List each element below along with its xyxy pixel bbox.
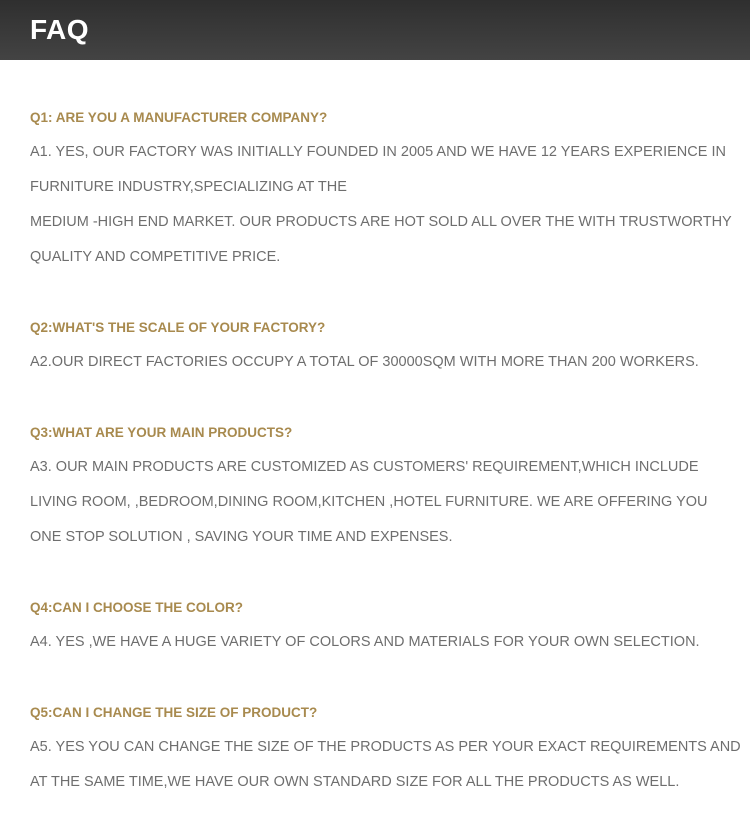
faq-item-5 [30,695,741,800]
faq-answer-line: MEDIUM -HIGH END MARKET. OUR PRODUCTS ARE HOT SOLD ALL OVER THE WITH TRUSTWORTHY [30,214,732,230]
faq-question: Q3:WHAT ARE YOUR MAIN PRODUCTS? [30,425,293,440]
faq-question: Q4:CAN I CHOOSE THE COLOR? [30,600,244,615]
faq-answer-line: LIVING ROOM, ,BEDROOM,DINING ROOM,KITCHEN ,HOTEL FURNITURE. WE ARE OFFERING YOU [30,494,708,510]
faq-answer [30,345,722,380]
faq-question: Q1: ARE YOU A MANUFACTURER COMPANY? [30,110,328,125]
page-title: FAQ [30,14,90,45]
faq-answer-line: A1. YES, OUR FACTORY WAS INITIALLY FOUNDED IN 2005 AND WE HAVE 12 YEARS EXPERIENCE IN [30,144,726,160]
faq-answer-line: FURNITURE INDUSTRY,SPECIALIZING AT THE [30,179,347,195]
faq-item-3 [30,415,722,555]
faq-question: Q2:WHAT'S THE SCALE OF YOUR FACTORY? [30,320,326,335]
faq-header [0,0,750,60]
faq-item-4 [30,590,722,660]
faq-answer-line: QUALITY AND COMPETITIVE PRICE. [30,249,281,265]
faq-answer-line: A4. YES ,WE HAVE A HUGE VARIETY OF COLORS AND MATERIALS FOR YOUR OWN SELECTION. [30,634,700,650]
faq-list [0,100,750,800]
faq-answer-line: AT THE SAME TIME,WE HAVE OUR OWN STANDARD SIZE FOR ALL THE PRODUCTS AS WELL. [30,774,680,790]
faq-answer-line: A5. YES YOU CAN CHANGE THE SIZE OF THE PRODUCTS AS PER YOUR EXACT REQUIREMENTS AND [30,739,741,755]
faq-item-1 [30,100,732,275]
faq-question: Q5:CAN I CHANGE THE SIZE OF PRODUCT? [30,705,318,720]
faq-answer [30,450,722,555]
faq-answer [30,135,732,275]
faq-answer [30,625,722,660]
faq-answer-line: ONE STOP SOLUTION , SAVING YOUR TIME AND EXPENSES. [30,529,453,545]
faq-answer-line: A2.OUR DIRECT FACTORIES OCCUPY A TOTAL OF 30000SQM WITH MORE THAN 200 WORKERS. [30,354,699,370]
faq-answer [30,730,741,800]
faq-item-2 [30,310,722,380]
faq-answer-line: A3. OUR MAIN PRODUCTS ARE CUSTOMIZED AS CUSTOMERS' REQUIREMENT,WHICH INCLUDE [30,459,699,475]
